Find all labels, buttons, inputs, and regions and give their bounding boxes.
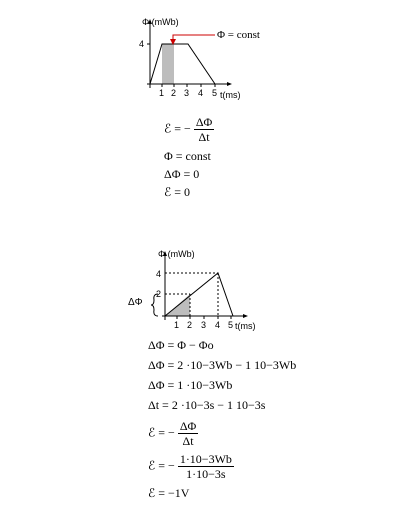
emf-formula-2: [148, 419, 198, 448]
x-tick-label: 4: [198, 88, 204, 98]
x-tick-label: 1: [159, 88, 165, 98]
delta-flux-zero-eq: ΔΦ = 0: [164, 167, 200, 181]
y-axis-label: Φ (mWb): [142, 17, 179, 27]
flux-const-eq: Φ = const: [164, 149, 211, 163]
denominator: 1·10−3s: [186, 467, 226, 481]
annotation-arrow: [173, 35, 215, 42]
y-axis-label: Φ (mWb): [158, 249, 195, 259]
x-axis-label: t(ms): [235, 321, 256, 331]
emf-lhs: ℰ = −: [148, 458, 175, 473]
annotation-text: Φ = const: [217, 29, 260, 41]
x-tick-label: 5: [212, 88, 218, 98]
emf-lhs: ℰ = −: [148, 425, 175, 440]
delta-time-eq: Δt = 2 ·10−3s − 1 10−3s: [148, 398, 266, 412]
x-tick-label: 2: [171, 88, 177, 98]
x-tick-label: 1: [174, 320, 180, 330]
emf-zero-eq: ℰ = 0: [164, 185, 191, 199]
shaded-interval: [162, 44, 174, 84]
x-tick-label: 3: [201, 320, 207, 330]
x-tick-label: 3: [184, 88, 190, 98]
flux-graph-2: [125, 245, 275, 335]
delta-flux-result-eq: ΔΦ = 1 ·10−3Wb: [148, 378, 233, 392]
emf-substitution-eq: [148, 452, 234, 481]
delta-flux-def-eq: ΔΦ = Φ − Φo: [148, 338, 214, 352]
delta-flux-values-eq: ΔΦ = 2 ·10−3Wb − 1 10−3Wb: [148, 358, 297, 372]
fraction: [178, 419, 199, 448]
numerator: 1·10−3Wb: [179, 452, 232, 466]
emf-result-eq: ℰ = −1V: [148, 486, 190, 500]
flux-graph-1: [135, 14, 285, 104]
emf-lhs: ℰ = −: [164, 121, 191, 136]
delta-flux-label: ΔΦ: [128, 297, 143, 308]
x-tick-label: 5: [228, 320, 234, 330]
y-tick-label: 4: [139, 39, 145, 49]
x-tick-label: 2: [187, 320, 193, 330]
emf-formula: [164, 115, 214, 144]
fraction: [178, 452, 234, 481]
y-tick-label: 2: [156, 289, 162, 299]
denominator: Δt: [182, 434, 194, 448]
x-axis-label: t(ms): [220, 90, 241, 100]
flux-curve: [150, 44, 215, 84]
numerator: ΔΦ: [195, 115, 213, 129]
x-axis-arrow: [227, 82, 232, 86]
y-tick-label: 4: [156, 269, 162, 279]
numerator: ΔΦ: [179, 419, 197, 433]
denominator: Δt: [198, 130, 210, 144]
x-axis-arrow: [243, 314, 248, 318]
fraction: [194, 115, 215, 144]
x-tick-label: 4: [215, 320, 221, 330]
